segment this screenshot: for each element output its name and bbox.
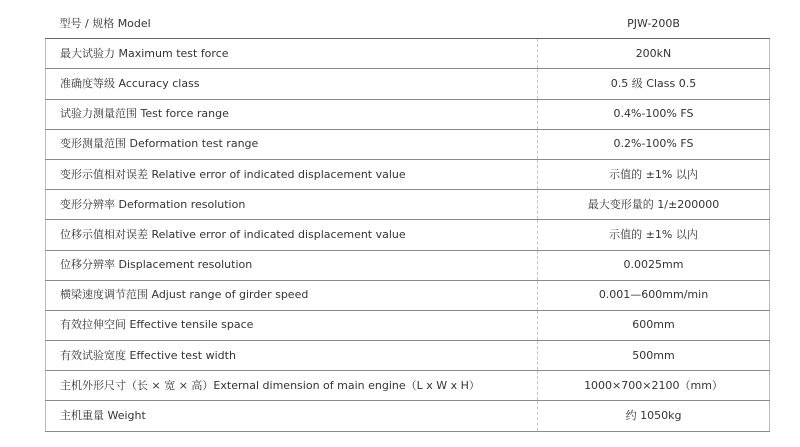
spec-label: 有效拉伸空间 Effective tensile space — [46, 310, 538, 340]
table-row — [46, 401, 770, 431]
spec-label: 位移分辨率 Displacement resolution — [46, 250, 538, 280]
header-label: 型号 / 规格 Model — [46, 9, 538, 39]
spec-label: 主机外形尺寸（长 × 宽 × 高）External dimension of main engine（L x W x H） — [46, 371, 538, 401]
table-row — [46, 129, 770, 159]
spec-value: 0.0025mm — [538, 250, 770, 280]
table-row — [46, 250, 770, 280]
spec-label: 准确度等级 Accuracy class — [46, 69, 538, 99]
table-row — [46, 190, 770, 220]
spec-value: 0.2%-100% FS — [538, 129, 770, 159]
table-row — [46, 39, 770, 69]
table-row — [46, 220, 770, 250]
spec-value: 1000×700×2100（mm） — [538, 371, 770, 401]
header-value: PJW-200B — [538, 9, 770, 39]
spec-value: 200kN — [538, 39, 770, 69]
spec-value: 0.001—600mm/min — [538, 280, 770, 310]
table-row — [46, 280, 770, 310]
spec-value: 示值的 ±1% 以内 — [538, 220, 770, 250]
table-row — [46, 69, 770, 99]
table-row — [46, 99, 770, 129]
spec-label: 变形测量范围 Deformation test range — [46, 129, 538, 159]
spec-value: 示值的 ±1% 以内 — [538, 159, 770, 189]
spec-value: 0.4%-100% FS — [538, 99, 770, 129]
spec-label: 横梁速度调节范围 Adjust range of girder speed — [46, 280, 538, 310]
spec-label: 有效试验宽度 Effective test width — [46, 341, 538, 371]
spec-label: 最大试验力 Maximum test force — [46, 39, 538, 69]
spec-label: 变形示值相对误差 Relative error of indicated displacement value — [46, 159, 538, 189]
spec-label: 主机重量 Weight — [46, 401, 538, 431]
spec-value: 最大变形量的 1/±200000 — [538, 190, 770, 220]
spec-value: 500mm — [538, 341, 770, 371]
spec-label: 试验力测量范围 Test force range — [46, 99, 538, 129]
spec-label: 变形分辨率 Deformation resolution — [46, 190, 538, 220]
table-row — [46, 341, 770, 371]
table-row — [46, 371, 770, 401]
spec-value: 600mm — [538, 310, 770, 340]
table-row — [46, 310, 770, 340]
table-header-row — [46, 9, 770, 39]
specification-table — [45, 9, 770, 432]
spec-value: 约 1050kg — [538, 401, 770, 431]
spec-label: 位移示值相对误差 Relative error of indicated displacement value — [46, 220, 538, 250]
spec-value: 0.5 级 Class 0.5 — [538, 69, 770, 99]
table-row — [46, 159, 770, 189]
